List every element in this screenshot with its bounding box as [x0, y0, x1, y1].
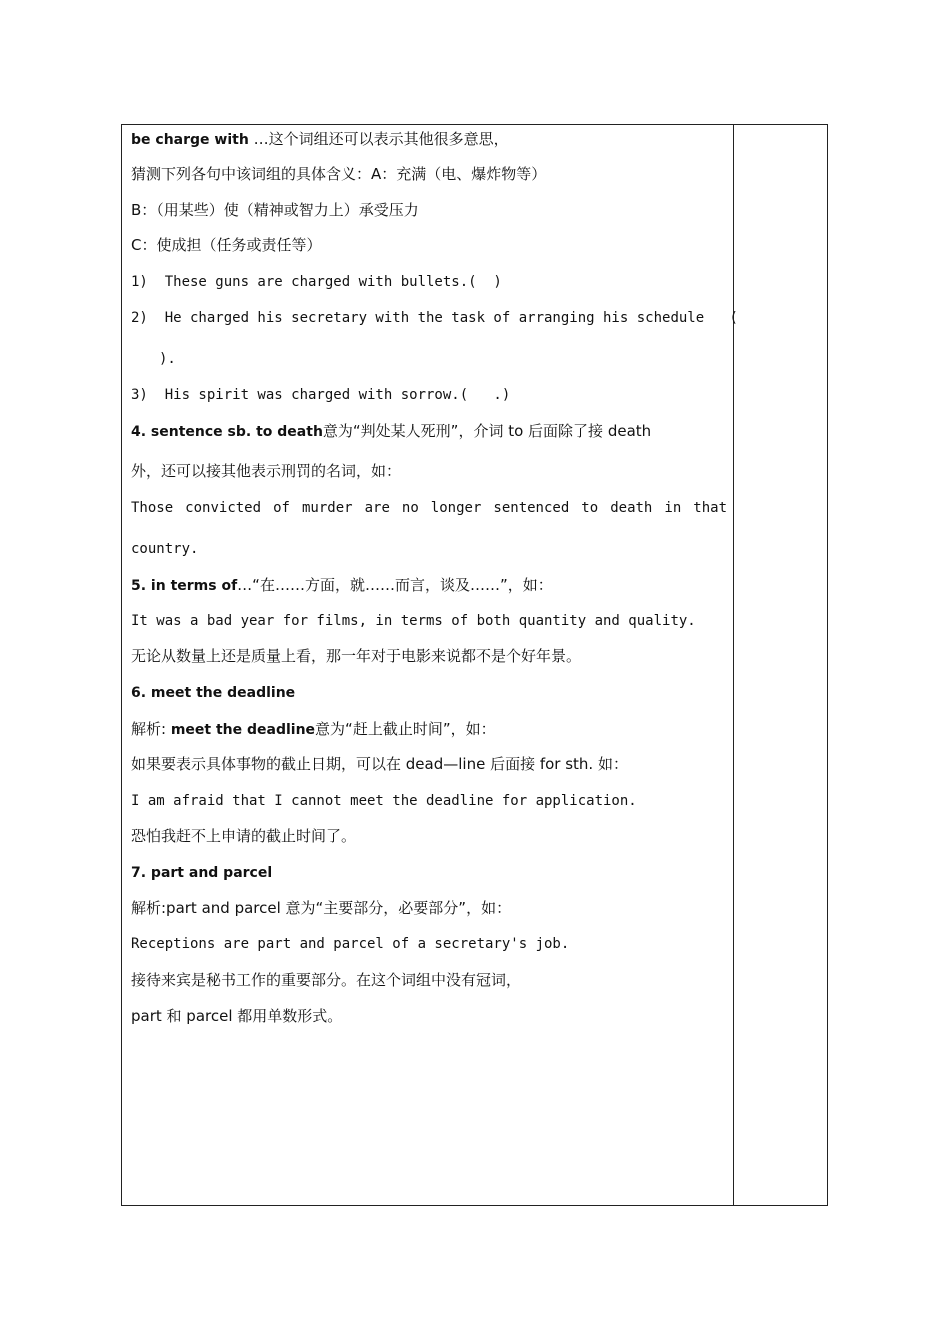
meaning-option-c: C：使成担（任务或责任等）: [131, 236, 322, 254]
item-6-heading: 6. meet the deadline: [131, 685, 296, 701]
example-sentence-3: 3) His spirit was charged with sorrow.( .): [131, 387, 511, 403]
item-4-continuation: 外，还可以接其他表示刑罚的名词，如：: [131, 462, 402, 480]
column-divider: [733, 125, 734, 1205]
example-sentence-2-cont: ).: [159, 351, 176, 367]
item-4-example-cont: country.: [131, 541, 199, 557]
item-7-note: part 和 parcel 都用单数形式。: [131, 1007, 343, 1025]
item-7-analysis: 解析:part and parcel 意为“主要部分，必要部分”，如：: [131, 899, 512, 917]
meaning-option-b: B：（用某些）使（精神或智力上）承受压力: [131, 201, 419, 219]
item-5-translation: 无论从数量上还是质量上看，那一年对于电影来说都不是个好年景。: [131, 647, 582, 665]
item-7-example: Receptions are part and parcel of a secretary's job.: [131, 936, 570, 952]
item-6-note: 如果要表示具体事物的截止日期，可以在 dead—line 后面接 for sth. 如：: [131, 755, 628, 773]
item-4-example: Those convicted of murder are no longer sentenced to death in that: [131, 500, 727, 516]
item-5-heading: 5. in terms of…“在……方面，就……而言，谈及……”，如：: [131, 576, 553, 594]
item-6-translation: 恐怕我赶不上申请的截止时间了。: [131, 827, 357, 845]
item-4-heading: 4. sentence sb. to death意为“判处某人死刑”，介词 to 后面除了接 death: [131, 422, 652, 440]
item-5-example: It was a bad year for films, in terms of both quantity and quality.: [131, 613, 696, 629]
item-6-analysis: 解析: meet the deadline意为“赶上截止时间”，如：: [131, 720, 496, 738]
charge-with-heading: be charge with …这个词组还可以表示其他很多意思，: [131, 130, 509, 148]
example-sentence-1: 1) These guns are charged with bullets.( ): [131, 274, 502, 290]
item-7-heading: 7. part and parcel: [131, 865, 273, 881]
item-7-translation: 接待来宾是秘书工作的重要部分。在这个词组中没有冠词，: [131, 971, 522, 989]
lesson-table: [121, 124, 828, 1206]
example-sentence-2: 2) He charged his secretary with the task of arranging his schedule (: [131, 310, 738, 326]
guess-meanings-intro: 猜测下列各句中该词组的具体含义：A：充满（电、爆炸物等）: [131, 165, 547, 183]
item-6-example: I am afraid that I cannot meet the deadline for application.: [131, 793, 637, 809]
